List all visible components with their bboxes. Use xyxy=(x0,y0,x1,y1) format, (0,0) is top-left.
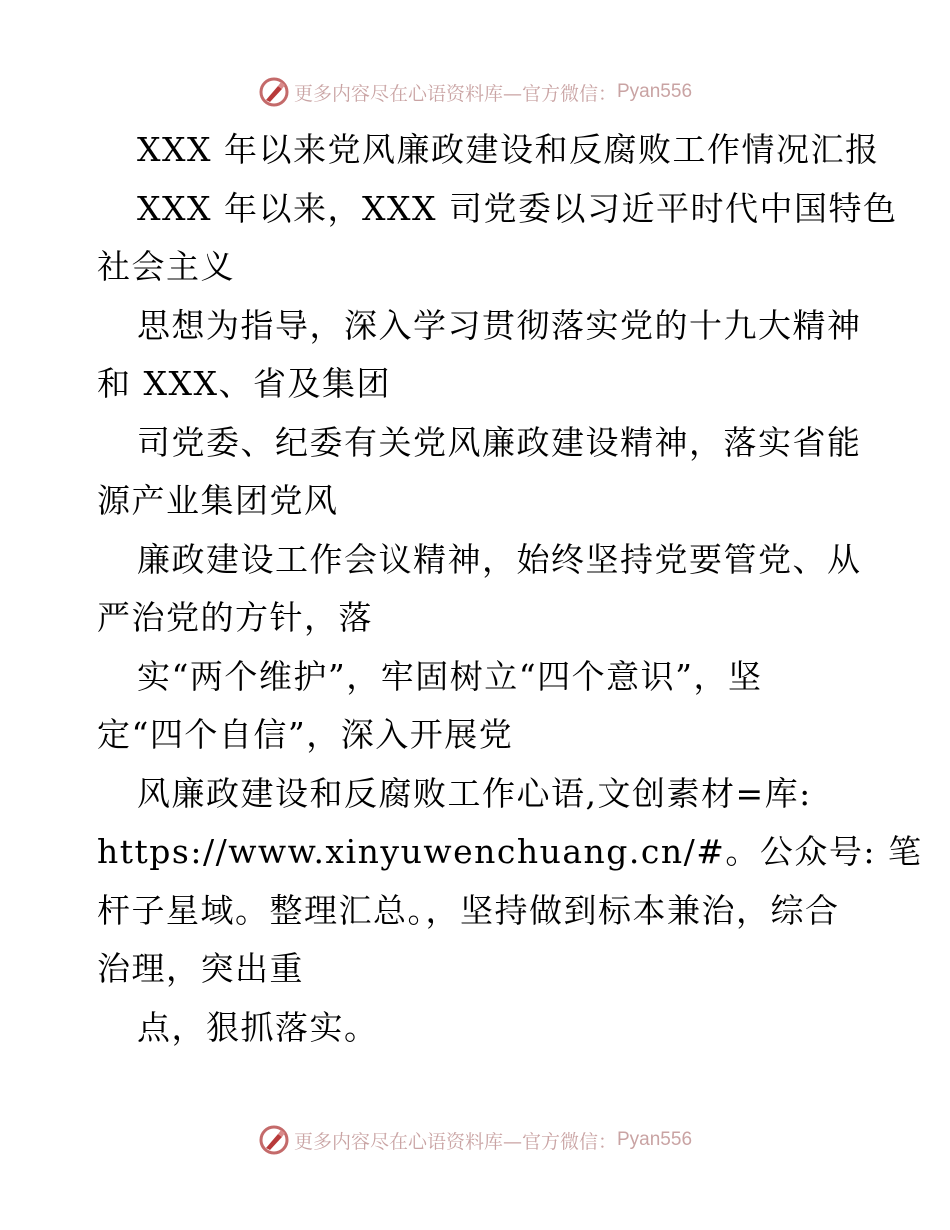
paragraph-line: 社会主义 xyxy=(97,247,235,286)
paragraph-line: 实“两个维护”，牢固树立“四个意识”，坚 xyxy=(137,656,763,696)
document-body xyxy=(97,121,923,1057)
paragraph-line: 源产业集团党风 xyxy=(97,481,339,520)
paragraph-line: 定“四个自信”，深入开展党 xyxy=(97,715,514,754)
paragraph-line: 思想为指导，深入学习贯彻落实党的十九大精神 xyxy=(137,305,862,345)
pen-circle-logo-icon xyxy=(258,1124,290,1156)
document-title: XXX 年以来党风廉政建设和反腐败工作情况汇报 xyxy=(137,130,880,169)
paragraph-line: 杆子星域。整理汇总。，坚持做到标本兼治，综合 xyxy=(97,890,840,930)
watermark-wechat-id: Pyan556 xyxy=(617,1129,693,1150)
paragraph-line: 严治党的方针，落 xyxy=(97,598,373,637)
pen-circle-logo-icon xyxy=(258,76,290,108)
footer-watermark xyxy=(0,1120,950,1160)
paragraph-line: 司党委、纪委有关党风廉政建设精神，落实省能 xyxy=(137,422,862,462)
watermark-text: 更多内容尽在心语资料库—官方微信： xyxy=(293,1130,617,1153)
header-watermark xyxy=(0,72,950,112)
paragraph-line: 点，狠抓落实。 xyxy=(137,1007,379,1047)
paragraph-line-url: https://www.xinyuwenchuang.cn/#。公众号: 笔 xyxy=(97,832,923,871)
paragraph-line: 风廉政建设和反腐败工作心语,文创素材=库: xyxy=(137,773,812,813)
watermark-text: 更多内容尽在心语资料库—官方微信： xyxy=(293,82,617,105)
watermark-wechat-id: Pyan556 xyxy=(617,81,693,102)
paragraph-line: 治理，突出重 xyxy=(97,949,304,988)
paragraph-line: 廉政建设工作会议精神，始终坚持党要管党、从 xyxy=(137,539,862,579)
paragraph-line: 和 XXX、省及集团 xyxy=(97,364,391,403)
paragraph-line: XXX 年以来，XXX 司党委以习近平时代中国特色 xyxy=(137,188,898,228)
